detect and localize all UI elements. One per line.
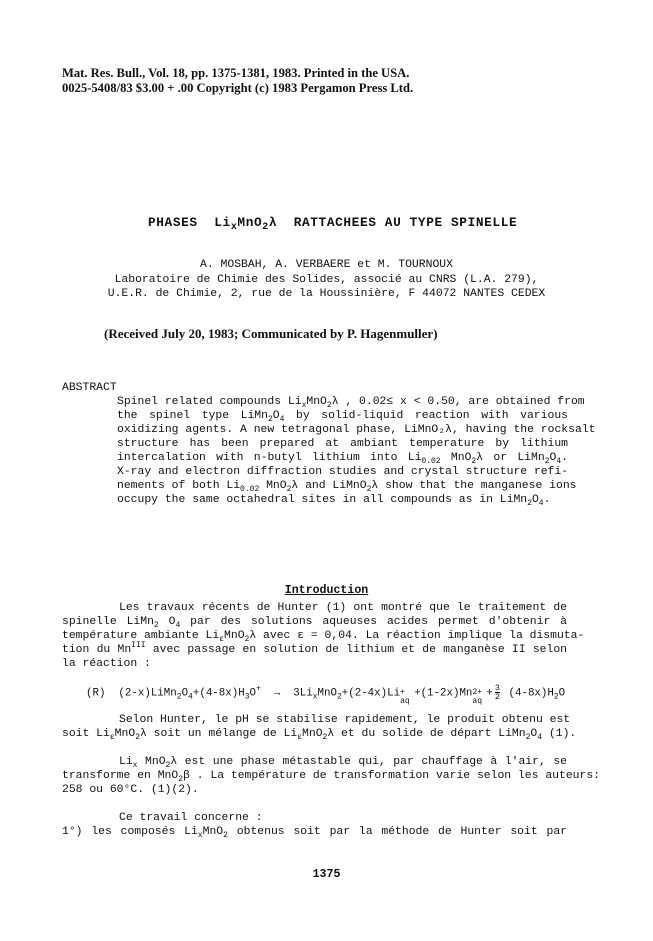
text-line: Ce travail concerne : — [119, 812, 263, 824]
text-line: la réaction : — [62, 658, 151, 670]
paper-title: PHASES $Li_xMnO_2\lambda$ RATTACHEES AU TYPE SPINELLE — [148, 215, 518, 233]
text-line: Les travaux récents de Hunter (1) ont montré que le traitement de — [119, 602, 567, 614]
abstract-line: the spinel type $LiMn_2O_4$ by solid-liquid reaction with various — [117, 410, 568, 424]
abstract-heading: ABSTRACT — [62, 382, 117, 394]
affiliation-address: U.E.R. de Chimie, 2, rue de la Houssinière, F 44072 NANTES CEDEX — [107, 288, 546, 300]
authors-block — [0, 258, 653, 302]
text-line: $Li_x$ MnO$_2$λ est une phase métastable qui, par chauffage à l'air, se — [119, 756, 567, 770]
text-line: température ambiante $Li_\varepsilon MnO_2\lambda$ avec ε = 0,04. La réaction implique la dismuta- — [62, 630, 585, 644]
reaction-equation: (R) $(2-x)LiMn_2O_4+(4-8x)H_3O^+ \to 3Li_xMnO_2+(2-4x)Li$ + aq +(1-2x)Mn 2+ aq + $\frac{3}{2}$ $(4-8x)H_2O$ — [86, 683, 566, 707]
abstract-line: structure has been prepared at ambiant temperature by lithium — [117, 438, 568, 450]
arrow-icon: → — [273, 687, 281, 700]
text-line: 258 ou 60°C. (1)(2). — [62, 784, 199, 796]
abstract-line: oxidizing agents. A new tetragonal phase, LiMnO₂λ, having the rocksalt — [117, 424, 596, 436]
author-names: A. MOSBAH, A. VERBAERE et M. TOURNOUX — [200, 259, 453, 271]
journal-header — [62, 66, 413, 96]
journal-copyright: 0025-5408/83 $3.00 + .00 Copyright (c) 1983 Pergamon Press Ltd. — [62, 81, 414, 95]
abstract-line: nements of both $Li_{0.02}$ MnO$_2$λ and LiMnO$_2$λ show that the manganese ions — [117, 480, 577, 494]
abstract-line: intercalation with n-butyl lithium into $Li_{0.02}$ MnO$_2$λ or $LiMn_2O_4$. — [117, 452, 568, 466]
page-number: 1375 — [312, 868, 341, 881]
fraction: $\frac{3}{2}$ — [494, 683, 501, 702]
received-line: (Received July 20, 1983; Communicated by P. Hagenmuller) — [104, 326, 438, 341]
journal-citation: Mat. Res. Bull., Vol. 18, pp. 1375-1381, 1983. Printed in the USA. — [62, 66, 410, 80]
text-line: soit $Li_\varepsilon MnO_2\lambda$ soit un mélange de $Li_\varepsilon MnO_2\lambda$ et du solide de départ $LiMn_2O_4$ (1). — [62, 728, 577, 742]
affiliation-lab: Laboratoire de Chimie des Solides, associé au CNRS (L.A. 279), — [114, 273, 539, 286]
text-line: transforme en MnO$_2$β . La température de transformation varie selon les auteurs: — [62, 770, 600, 784]
section-heading-introduction: Introduction — [284, 584, 369, 597]
text-line: 1°) les composés $Li_xMnO_2$ obtenus soit par la méthode de Hunter soit par — [62, 826, 567, 840]
text-line: Selon Hunter, le pH se stabilise rapidement, le produit obtenu est — [119, 714, 571, 726]
abstract-line: Spinel related compounds $Li_xMnO_2\lambda$ , 0.02≤ x < 0.50, are obtained from — [117, 396, 585, 410]
text-line: spinelle LiMn$_2$ $O_4$ par des solutions aqueuses acides permet d'obtenir à — [62, 616, 567, 630]
text-line: tion du $Mn^{III}$ avec passage en solution de lithium et de manganèse II selon — [62, 641, 567, 656]
abstract-line: occupy the same octahedral sites in all compounds as in $LiMn_2O_4$. — [117, 494, 551, 508]
abstract-line: X-ray and electron diffraction studies and crystal structure refi- — [117, 466, 569, 478]
